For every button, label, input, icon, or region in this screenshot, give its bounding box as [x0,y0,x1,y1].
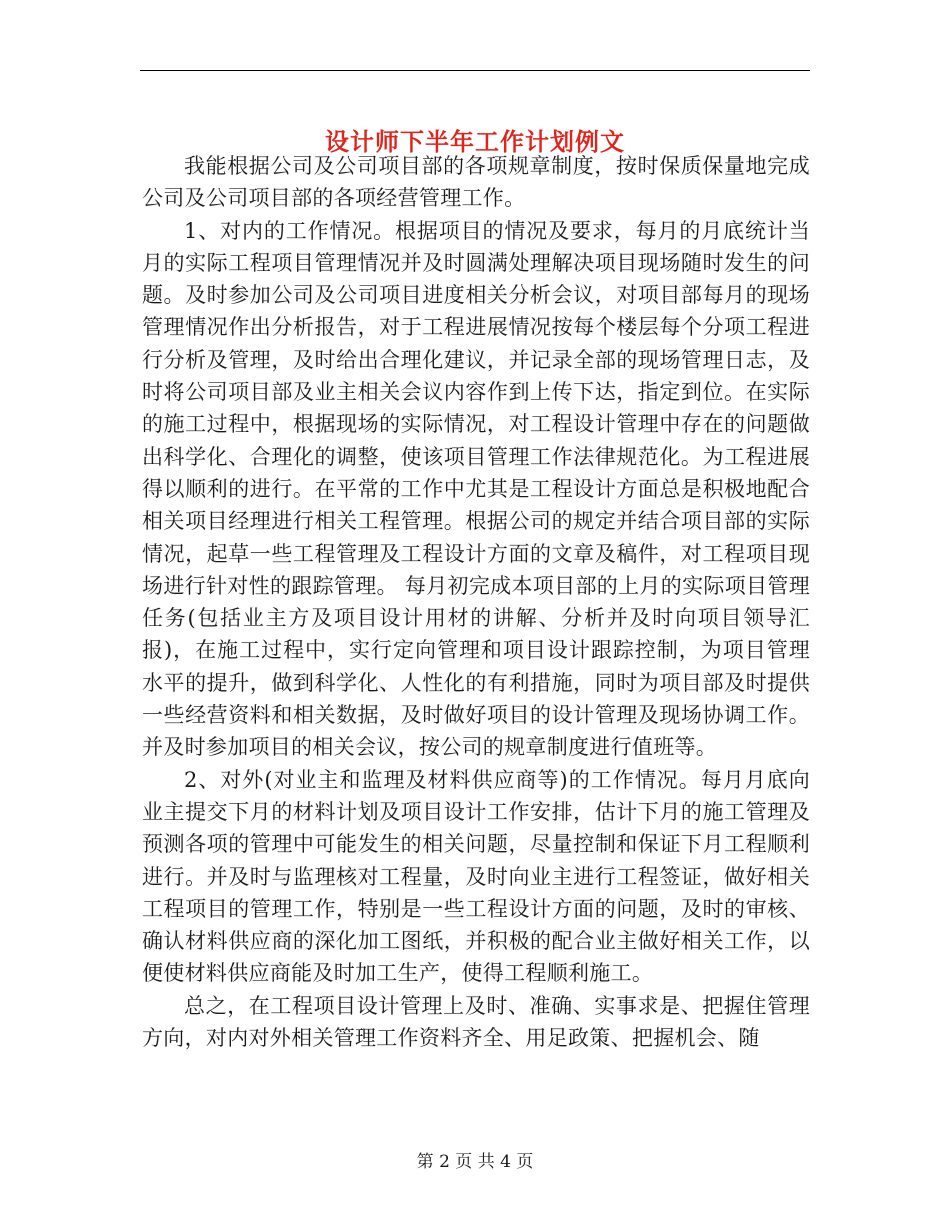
header-rule [140,70,810,71]
document-body [142,150,810,1054]
document-title: 设计师下半年工作计划例文 [325,127,625,157]
page-number: 第 2 页 共 4 页 [416,1152,534,1172]
paragraph-external-work: 2、对外(对业主和监理及材料供应商等)的工作情况。每月月底向业主提交下月的材料计划及项目设计工作安排，估计下月的施工管理及预测各项的管理中可能发生的相关问题，尽量控制和保证下月工程顺利进行。并及时与监理核对工程量，及时向业主进行工程签证，做好相关工程项目的管理工作，特别是一些工程设计方面的问题，及时的审核、确认材料供应商的深化加工图纸，并积极的配合业主做好相关工作，以便使材料供应商能及时加工生产，使得工程顺利施工。 [142,767,810,986]
paragraph-internal-work: 1、对内的工作情况。根据项目的情况及要求，每月的月底统计当月的实际工程项目管理情况并及时圆满处理解决项目现场随时发生的问题。及时参加公司及公司项目进度相关分析会议，对项目部每月的现场管理情况作出分析报告，对于工程进展情况按每个楼层每个分项工程进行分析及管理，及时给出合理化建议，并记录全部的现场管理日志，及时将公司项目部及业主相关会议内容作到上传下达，指定到位。在实际的施工过程中，根据现场的实际情况，对工程设计管理中存在的问题做出科学化、合理化的调整，使该项目管理工作法律规范化。为工程进展得以顺利的进行。在平常的工作中尤其是工程设计方面总是积极地配合相关项目经理进行相关工程管理。根据公司的规定并结合项目部的实际情况，起草一些工程管理及工程设计方面的文章及稿件，对工程项目现场进行针对性的跟踪管理。 每月初完成本项目部的上月的实际项目管理任务(包括业主方及项目设计用材的讲解、分析并及时向项目领导汇报)，在施工过程中，实行定向管理和项目设计跟踪控制，为项目管理水平的提升，做到科学化、人性化的有利措施，同时为项目部及时提供一些经营资料和相关数据，及时做好项目的设计管理及现场协调工作。并及时参加项目的相关会议，按公司的规章制度进行值班等。 [142,218,810,760]
paragraph-intro: 我能根据公司及公司项目部的各项规章制度，按时保质保量地完成公司及公司项目部的各项经营管理工作。 [142,154,810,211]
paragraph-summary: 总之，在工程项目设计管理上及时、准确、实事求是、把握住管理方向，对内对外相关管理工作资料齐全、用足政策、把握机会、随 [142,993,810,1051]
